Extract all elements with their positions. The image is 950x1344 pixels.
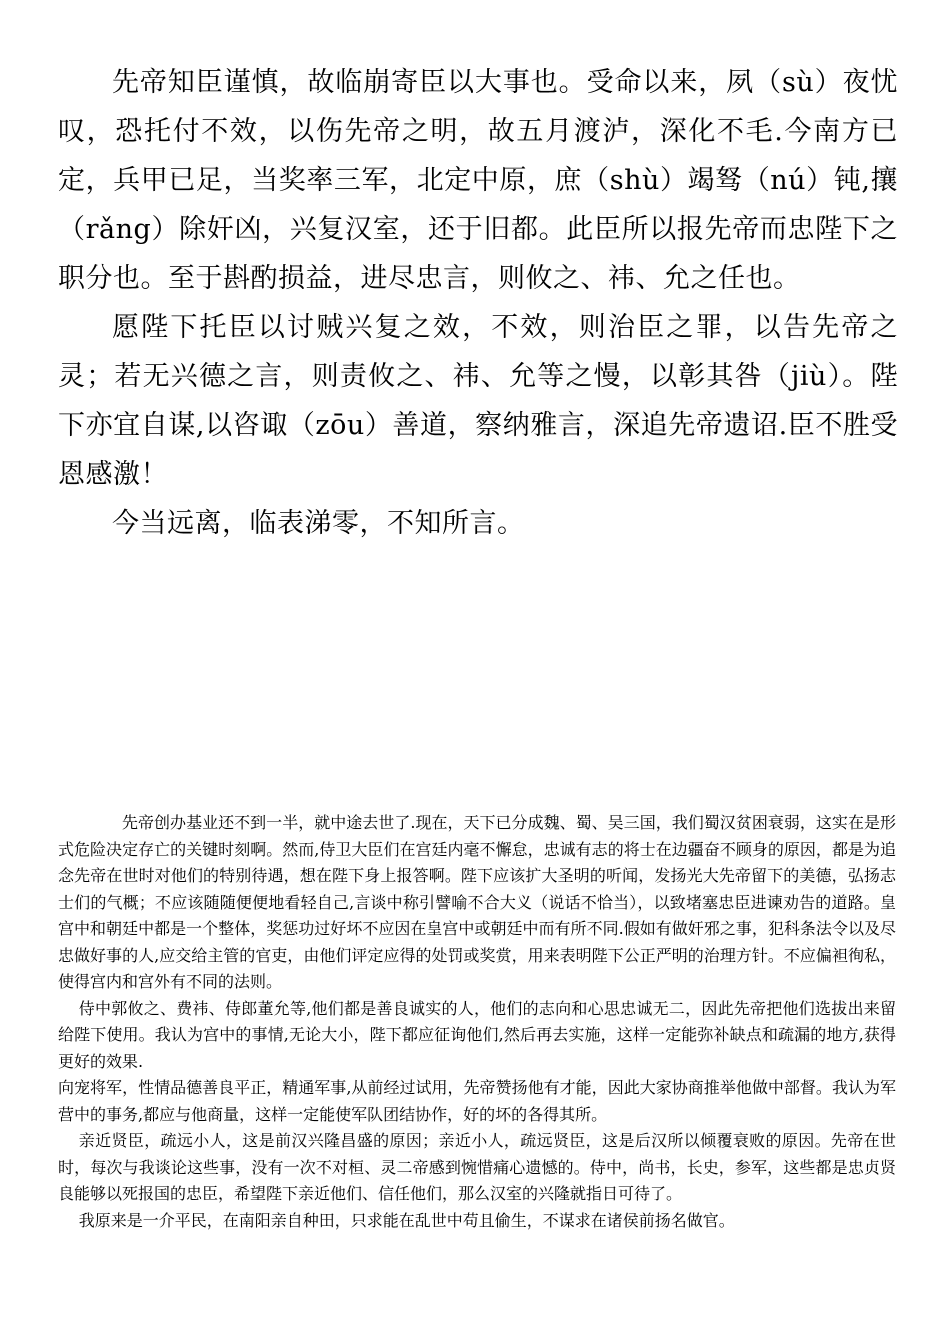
- translation-section: [58, 810, 896, 1234]
- original-paragraph-1: 先帝知臣谨慎，故临崩寄臣以大事也。受命以来，夙（sù）夜忧叹，恐托付不效，以伤先帝之明，故五月渡泸，深化不毛.今南方已定，兵甲已足，当奖率三军，北定中原，庶（shù）竭驽（nú）钝,攘（rǎng）除奸凶，兴复汉室，还于旧都。此臣所以报先帝而忠陛下之职分也。至于斟酌损益，进尽忠言，则攸之、祎、允之任也。: [58, 67, 898, 294]
- translation-paragraph-4: 亲近贤臣，疏远小人，这是前汉兴隆昌盛的原因；亲近小人，疏远贤臣，这是后汉所以倾覆衰败的原因。先帝在世时，每次与我谈论这些事，没有一次不对桓、灵二帝感到惋惜痛心遗憾的。侍中，尚书，长史，参军，这些都是忠贞贤良能够以死报国的忠臣，希望陛下亲近他们、信任他们，那么汉室的兴隆就指日可待了。: [58, 1131, 896, 1203]
- translation-paragraph-3: 向宠将军，性情品德善良平正，精通军事,从前经过试用，先帝赞扬他有才能，因此大家协商推举他做中部督。我认为军营中的事务,都应与他商量，这样一定能使军队团结协作，好的坏的各得其所。: [58, 1078, 896, 1124]
- original-text-section: [58, 58, 898, 548]
- translation-paragraph-1: 先帝创办基业还不到一半，就中途去世了.现在，天下已分成魏、蜀、吴三国，我们蜀汉贫困衰弱，这实在是形式危险决定存亡的关键时刻啊。然而,侍卫大臣们在宫廷内毫不懈怠，忠诚有志的将士在边疆奋不顾身的原因，都是为追念先帝在世时对他们的特别待遇，想在陛下身上报答啊。陛下应该扩大圣明的听闻，发扬光大先帝留下的美德，弘扬志士们的气概；不应该随随便便地看轻自己,言谈中称引譬喻不合大义（说话不恰当），以致堵塞忠臣进谏劝告的道路。皇宫中和朝廷中都是一个整体，奖惩功过好坏不应因在皇宫中或朝廷中而有所不同.假如有做奸邪之事，犯科条法令以及尽忠做好事的人,应交给主管的官吏，由他们评定应得的处罚或奖赏，用来表明陛下公正严明的治理方针。不应偏袒徇私，使得宫内和宫外有不同的法则。: [58, 813, 896, 991]
- translation-paragraph-5: 我原来是一介平民，在南阳亲自种田，只求能在乱世中苟且偷生，不谋求在诸侯前扬名做官。: [78, 1210, 735, 1230]
- translation-paragraph-2: 侍中郭攸之、费祎、侍郎董允等,他们都是善良诚实的人，他们的志向和心思忠诚无二，因此先帝把他们选拔出来留给陛下使用。我认为宫中的事情,无论大小，陛下都应征询他们,然后再去实施，这样一定能弥补缺点和疏漏的地方,获得更好的效果.: [58, 998, 896, 1071]
- original-paragraph-3: 今当远离，临表涕零，不知所言。: [112, 508, 525, 539]
- original-paragraph-2: 愿陛下托臣以讨贼兴复之效，不效，则治臣之罪，以告先帝之灵；若无兴德之言，则责攸之、祎、允等之慢，以彰其咎（jiù）。陛下亦宜自谋,以咨诹（zōu）善道，察纳雅言，深追先帝遗诏.臣不胜受恩感激！: [58, 312, 898, 490]
